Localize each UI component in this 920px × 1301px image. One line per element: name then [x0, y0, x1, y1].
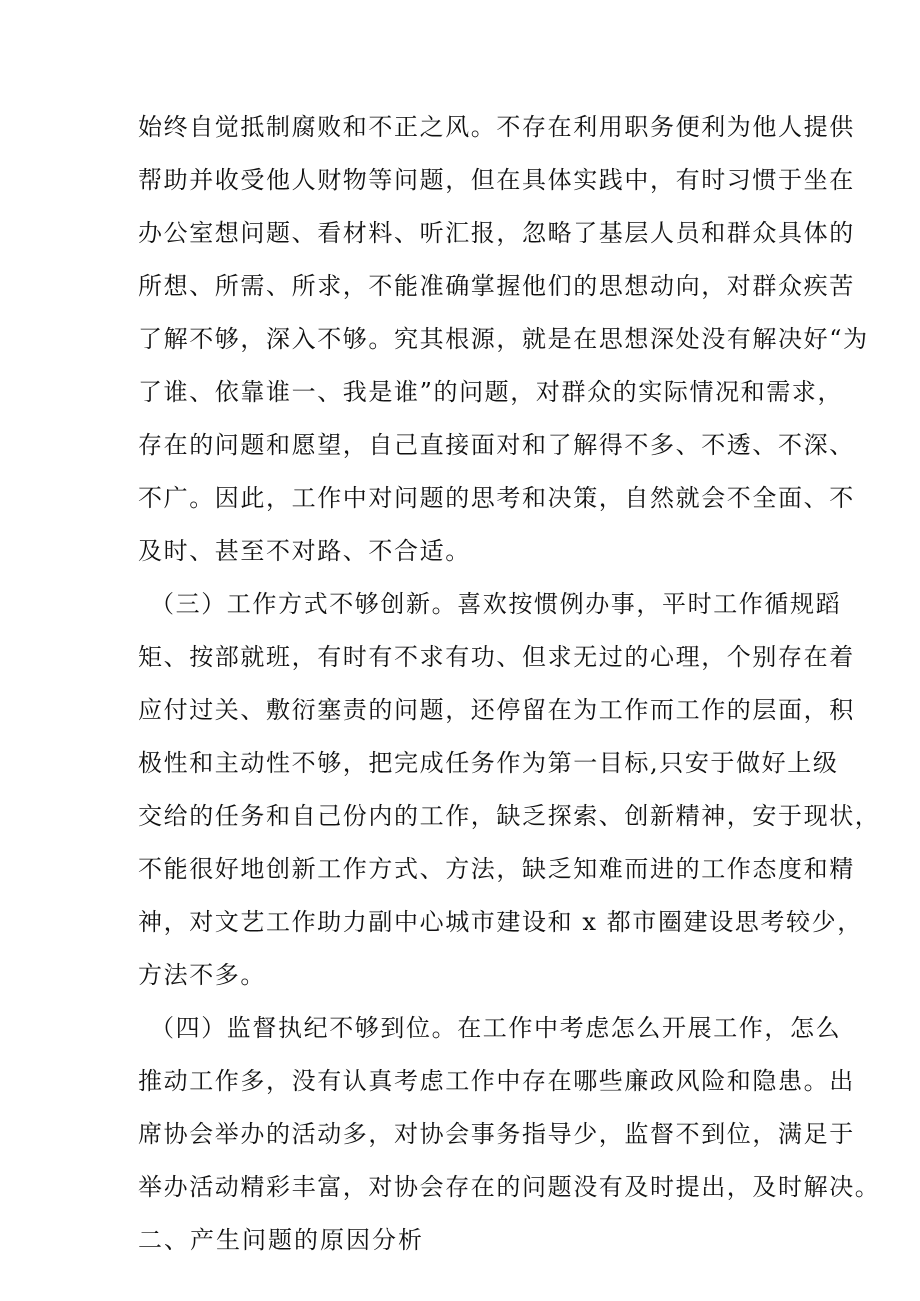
- text-line: 存在的问题和愿望，自己直接面对和了解得不多、不透、不深、: [138, 431, 855, 459]
- text-line: 始终自觉抵制腐败和不正之风。不存在利用职务便利为他人提供: [138, 113, 855, 141]
- section-heading: 二、产生问题的原因分析: [138, 1226, 424, 1254]
- text-line: 举办活动精彩丰富，对协会存在的问题没有及时提出，及时解决。: [138, 1173, 881, 1201]
- text-line: 推动工作多，没有认真考虑工作中存在哪些廉政风险和隐患。出: [138, 1067, 855, 1095]
- text-line: 矩、按部就班，有时有不求有功、但求无过的心理，个别存在着: [138, 643, 855, 671]
- text-line: 所想、所需、所求，不能准确掌握他们的思想动向，对群众疾苦: [138, 272, 855, 300]
- text-line: 及时、甚至不对路、不合适。: [138, 537, 471, 565]
- text-line: 席协会举办的活动多，对协会事务指导少，监督不到位，满足于: [138, 1120, 855, 1148]
- text-line: 办公室想问题、看材料、听汇报，忽略了基层人员和群众具体的: [138, 219, 855, 247]
- text-line: （四）监督执纪不够到位。在工作中考虑怎么开展工作，怎么: [150, 1014, 842, 1042]
- text-line: （三）工作方式不够创新。喜欢按惯例办事，平时工作循规蹈: [150, 590, 842, 618]
- text-line: 不广。因此，工作中对问题的思考和决策，自然就会不全面、不: [138, 484, 855, 512]
- text-line: 方法不多。: [138, 961, 266, 989]
- text-line: 交给的任务和自己份内的工作，缺乏探索、创新精神，安于现状，: [138, 802, 881, 830]
- text-line: 不能很好地创新工作方式、方法，缺乏知难而进的工作态度和精: [138, 855, 855, 883]
- text-line: 应付过关、敷衍塞责的问题，还停留在为工作而工作的层面，积: [138, 696, 855, 724]
- text-line: 了解不够，深入不够。究其根源，就是在思想深处没有解决好“为: [138, 325, 869, 353]
- text-line: 神，对文艺工作助力副中心城市建设和 x 都市圈建设思考较少，: [138, 908, 863, 936]
- text-line: 帮助并收受他人财物等问题，但在具体实践中，有时习惯于坐在: [138, 166, 855, 194]
- text-line: 了谁、依靠谁一、我是谁”的问题，对群众的实际情况和需求，: [138, 378, 844, 406]
- text-line: 极性和主动性不够，把完成任务作为第一目标,只安于做好上级: [138, 749, 839, 777]
